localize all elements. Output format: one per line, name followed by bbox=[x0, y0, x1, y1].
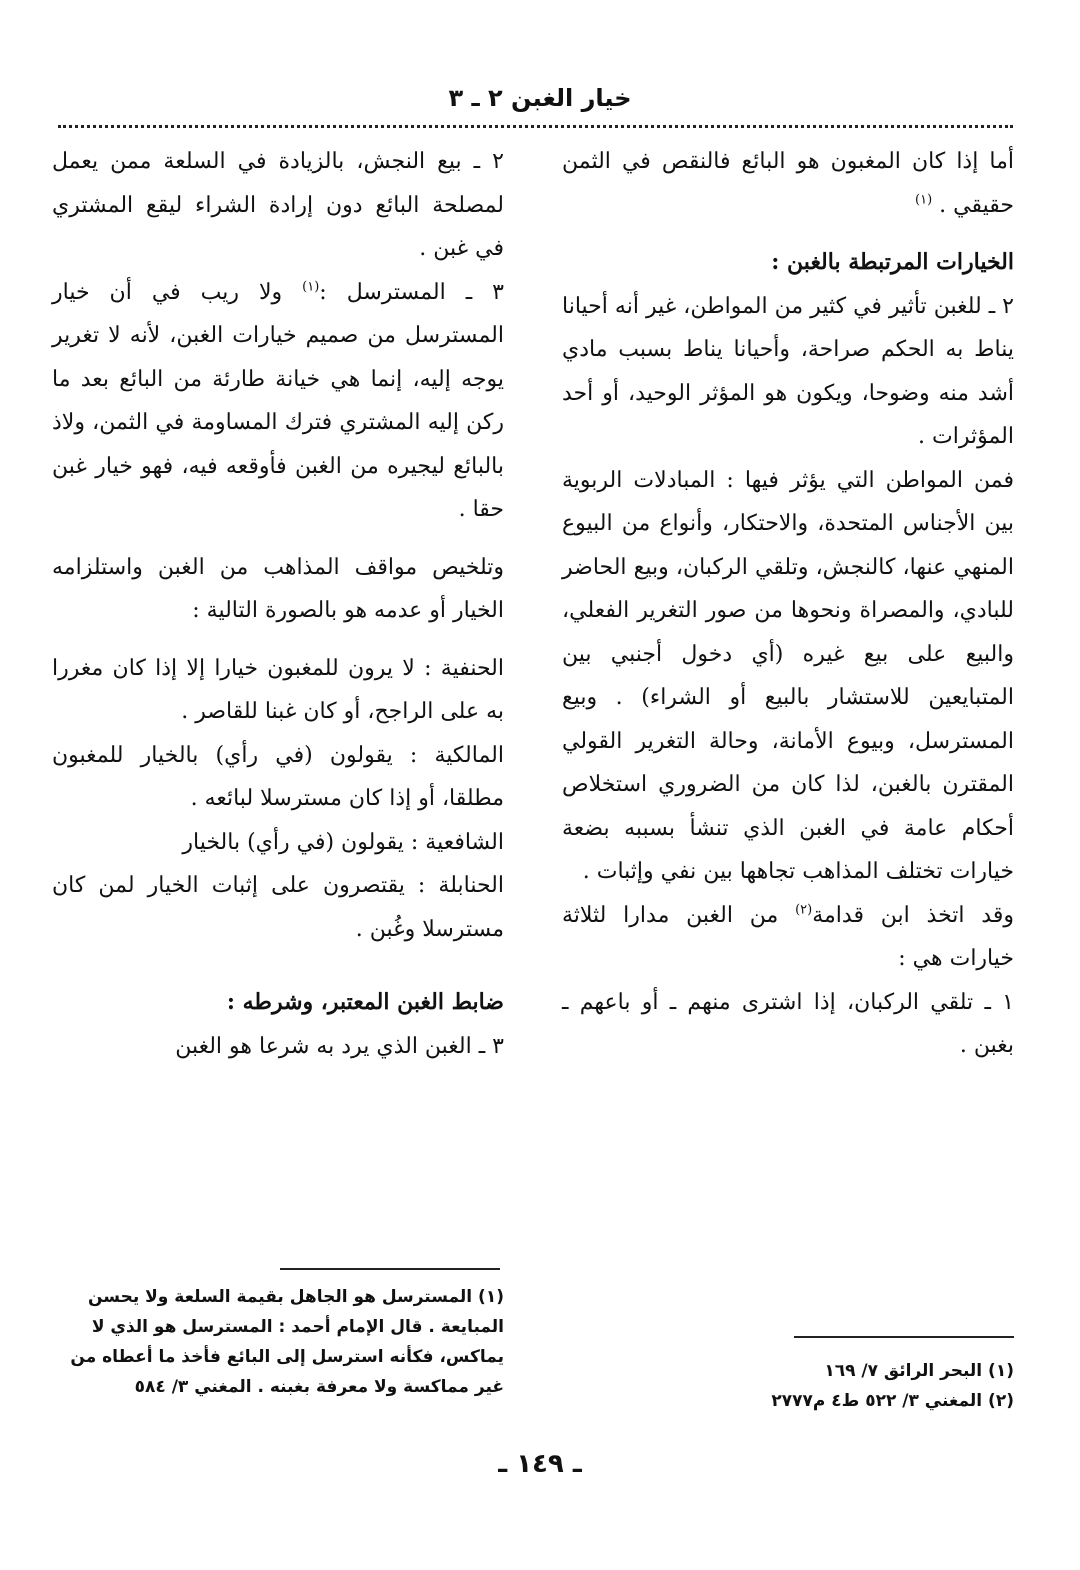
footnote-1: (١) البحر الرائق ٧/ ١٦٩ bbox=[824, 1361, 1014, 1381]
footnote-marker: (٢) bbox=[795, 902, 813, 918]
running-header-title: خيار الغبن ٢ ـ ٣ bbox=[448, 84, 632, 112]
right-paragraph-1-text: أما إذا كان المغبون هو البائع فالنقص في الثمن حقيقي . bbox=[562, 149, 1014, 218]
left-paragraph-2 bbox=[52, 271, 504, 532]
right-paragraph-1 bbox=[562, 140, 1014, 227]
right-text-column bbox=[562, 140, 1014, 1068]
left-paragraph-hanafi: الحنفية : لا يرون للمغبون خيارا إلا إذا كان مغررا به على الراجح، أو كان غبنا للقاصر . bbox=[52, 655, 504, 724]
right-footnotes bbox=[562, 1356, 1014, 1416]
left-paragraph-maliki: المالكية : يقولون (في رأي) بالخيار للمغبون مطلقا، أو إذا كان مسترسلا لبائعه . bbox=[52, 742, 504, 811]
spacer bbox=[562, 227, 1014, 241]
right-paragraph-4-end: من الغبن مدارا لثلاثة خيارات هي : bbox=[562, 902, 1014, 971]
footnote-1-left: (١) المسترسل هو الجاهل بقيمة السلعة ولا يحسن المبايعة . قال الإمام أحمد : المسترسل هو الذي لا يماكس، فكأنه استرسل إلى البائع فأخذ ما أعطاه من غير مماكسة ولا معرفة بغبنه . المغني ٣/ ٥٨٤ bbox=[70, 1287, 504, 1397]
left-footnote-rule bbox=[280, 1268, 500, 1270]
spacer bbox=[52, 532, 504, 546]
left-paragraph-1: ٢ ـ بيع النجش، بالزيادة في السلعة ممن يعمل لمصلحة البائع دون إرادة الشراء ليقع المشتري في غبن . bbox=[52, 149, 504, 261]
right-paragraph-4-start: وقد اتخذ ابن قدامة bbox=[812, 902, 1014, 928]
left-text-column bbox=[52, 140, 504, 1068]
left-paragraph-3: وتلخيص مواقف المذاهب من الغبن واستلزامه الخيار أو عدمه هو بالصورة التالية : bbox=[52, 554, 504, 623]
footnote-marker: (١) bbox=[302, 279, 320, 295]
right-paragraph-3: فمن المواطن التي يؤثر فيها : المبادلات الربوية بين الأجناس المتحدة، والاحتكار، وأنواع من البيوع المنهي عنها، كالنجش، وتلقي الركبان، وبيع الحاضر للبادي، والمصراة ونحوها من صور التغرير الفعلي، والبيع على بيع غيره (أي دخول أجنبي بين المتبايعين للاستشار بالبيع أو الشراء) . وبيع المسترسل، وبيوع الأمانة، وحالة التغرير القولي المقترن بالغبن، لذا كان من الضروري استخلاص أحكام عامة في الغبن الذي تنشأ بسببه بضعة خيارات تختلف المذاهب تجاهها بين نفي وإثبات . bbox=[562, 467, 1014, 884]
left-paragraph-shafii: الشافعية : يقولون (في رأي) بالخيار bbox=[182, 829, 504, 855]
footnote-2: (٢) المغني ٣/ ٥٢٢ ط٤ م٢٧٧٧ bbox=[771, 1391, 1014, 1411]
left-paragraph-2-start: ٣ ـ المسترسل : bbox=[319, 279, 504, 305]
header-dotted-rule bbox=[58, 125, 1013, 128]
right-paragraph-2: ٢ ـ للغبن تأثير في كثير من المواطن، غير أنه أحيانا يناط به الحكم صراحة، وأحيانا يناط بسبب مادي أشد منه وضوحا، ويكون هو المؤثر الوحيد، أو أحد المؤثرات . bbox=[562, 293, 1014, 449]
left-paragraph-2-end: ولا ريب في أن خيار المسترسل من صميم خيارات الغبن، لأنه لا تغرير يوجه إليه، إنما هي خيانة طارئة من البائع بعد ما ركن إليه المشتري فترك المساومة في الثمن، ولاذ بالبائع ليجيره من الغبن فأوقعه فيه، فهو خيار غبن حقا . bbox=[52, 279, 504, 522]
right-footnote-rule bbox=[794, 1336, 1014, 1338]
section-heading-options: الخيارات المرتبطة بالغبن : bbox=[771, 249, 1014, 275]
section-heading-criterion: ضابط الغبن المعتبر، وشرطه : bbox=[226, 989, 504, 1015]
spacer bbox=[52, 951, 504, 981]
right-paragraph-4 bbox=[562, 894, 1014, 981]
left-footnotes bbox=[52, 1282, 504, 1402]
left-paragraph-hanbali: الحنابلة : يقتصرون على إثبات الخيار لمن كان مسترسلا وغُبن . bbox=[52, 873, 504, 942]
right-paragraph-5: ١ ـ تلقي الركبان، إذا اشترى منهم ـ أو باعهم ـ بغبن . bbox=[562, 989, 1014, 1058]
footnote-marker: (١) bbox=[915, 192, 933, 208]
page-number: ـ ١٤٩ ـ bbox=[498, 1449, 582, 1479]
spacer bbox=[52, 633, 504, 647]
left-paragraph-last: ٣ ـ الغبن الذي يرد به شرعا هو الغبن bbox=[175, 1033, 504, 1059]
